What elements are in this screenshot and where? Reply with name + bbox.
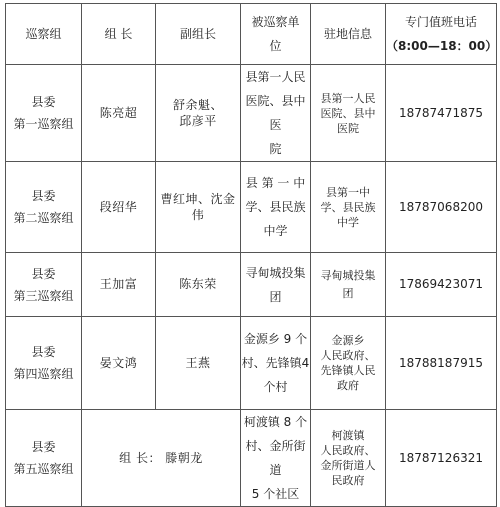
header-phone: 专门值班电话 （8:00—18：00） (386, 4, 497, 65)
group-cell: 县委 第四巡察组 (6, 317, 82, 410)
location-cell: 寻甸城投集 团 (311, 253, 386, 317)
leader-cell: 段绍华 (82, 162, 156, 253)
phone-cell: 18787471875 (386, 65, 497, 162)
inspection-schedule-table (5, 3, 497, 507)
deputy-cell: 陈东荣 (156, 253, 241, 317)
header-leader: 组 长 (82, 4, 156, 65)
phone-cell: 17869423071 (386, 253, 497, 317)
header-deputy: 副组长 (156, 4, 241, 65)
leader-merged-cell: 组 长： 滕朝龙 (82, 410, 241, 507)
deputy-cell: 王燕 (156, 317, 241, 410)
leader-cell: 陈亮超 (82, 65, 156, 162)
location-cell: 县第一中 学、县民族 中学 (311, 162, 386, 253)
location-cell: 县第一人民 医院、县中 医院 (311, 65, 386, 162)
group-cell: 县委 第二巡察组 (6, 162, 82, 253)
phone-cell: 18787068200 (386, 162, 497, 253)
group-cell: 县委 第一巡察组 (6, 65, 82, 162)
leader-cell: 王加富 (82, 253, 156, 317)
unit-cell: 县 第 一 中 学、县民族 中学 (241, 162, 311, 253)
unit-cell: 寻甸城投集 团 (241, 253, 311, 317)
group-cell: 县委 第五巡察组 (6, 410, 82, 507)
header-location: 驻地信息 (311, 4, 386, 65)
phone-cell: 18787126321 (386, 410, 497, 507)
table-row (6, 65, 497, 162)
header-group: 巡察组 (6, 4, 82, 65)
table-row (6, 410, 497, 507)
table-row (6, 317, 497, 410)
location-cell: 柯渡镇 人民政府、 金所街道人 民政府 (311, 410, 386, 507)
group-cell: 县委 第三巡察组 (6, 253, 82, 317)
deputy-cell: 舒余魁、 邱彦平 (156, 65, 241, 162)
unit-cell: 县第一人民 医院、县中医 院 (241, 65, 311, 162)
table-row (6, 162, 497, 253)
header-row (6, 4, 497, 65)
phone-cell: 18788187915 (386, 317, 497, 410)
unit-cell: 金源乡 9 个 村、先锋镇4 个村 (241, 317, 311, 410)
header-unit: 被巡察单 位 (241, 4, 311, 65)
unit-cell: 柯渡镇 8 个 村、金所街道 5 个社区 (241, 410, 311, 507)
deputy-cell: 曹红坤、沈金 伟 (156, 162, 241, 253)
leader-cell: 晏文鸿 (82, 317, 156, 410)
location-cell: 金源乡 人民政府、 先锋镇人民 政府 (311, 317, 386, 410)
table-row (6, 253, 497, 317)
